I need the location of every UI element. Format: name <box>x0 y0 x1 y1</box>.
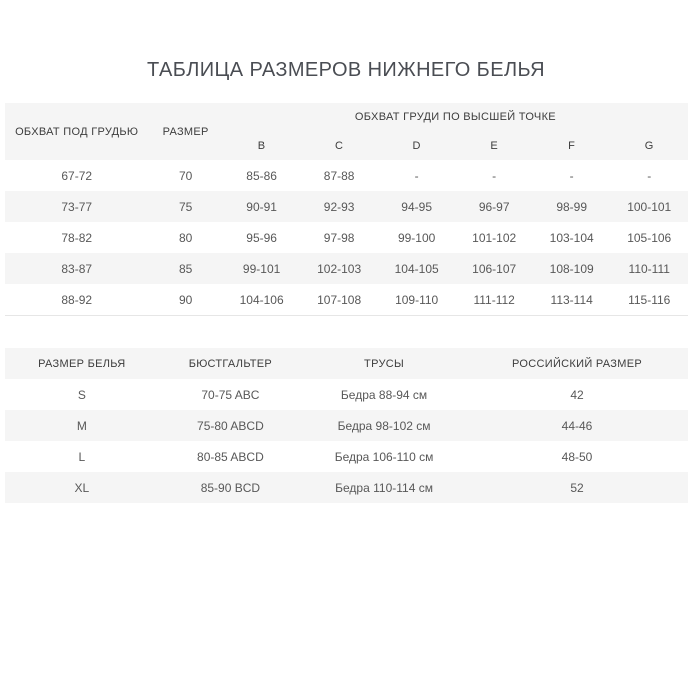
table-cell: 52 <box>466 472 688 503</box>
bra-header-cell: БЮСТГАЛЬТЕР <box>159 348 302 379</box>
cup-letter-cell: D <box>378 131 456 160</box>
panties-header-cell: ТРУСЫ <box>302 348 466 379</box>
table-cell: 96-97 <box>455 191 533 222</box>
table-cell: - <box>647 168 652 183</box>
table-row <box>5 253 688 284</box>
table-cell: 80 <box>178 230 193 245</box>
table-row <box>5 441 688 472</box>
table-cell: 42 <box>570 387 584 402</box>
table-cell: 109-110 <box>395 292 439 307</box>
table-cell: 70-75 ABC <box>201 387 260 402</box>
table-cell: Бедра 106-110 см <box>334 449 434 464</box>
cup-letter-cell: E <box>455 131 533 160</box>
underbust-header-cell: ОБХВАТ ПОД ГРУДЬЮ <box>5 103 148 160</box>
table-cell: 110-111 <box>610 253 688 284</box>
table-cell: 115-116 <box>628 292 671 307</box>
table-cell: Бедра 98-102 см <box>302 410 466 441</box>
table-cell: 111-112 <box>473 292 515 307</box>
table-cell: 90 <box>178 292 193 307</box>
table-cell: 113-114 <box>550 292 593 307</box>
table-cell: 101-102 <box>472 230 517 245</box>
cup-letter-cell: C <box>300 131 378 160</box>
table-cell: 44-46 <box>466 410 688 441</box>
table-cell: 83-87 <box>5 253 148 284</box>
table-cell: Бедра 88-94 см <box>340 387 428 402</box>
table-row <box>5 191 688 222</box>
table-row <box>5 410 688 441</box>
table-cell: - <box>492 168 497 183</box>
table-cell: 95-96 <box>246 230 277 245</box>
table-cell: 90-91 <box>223 191 301 222</box>
bust-size-table <box>5 103 688 316</box>
table-cell: L <box>78 449 86 464</box>
table-cell: 48-50 <box>561 449 593 464</box>
cup-letter-cell: G <box>610 131 688 160</box>
garment-size-header-cell: РАЗМЕР БЕЛЬЯ <box>5 348 159 379</box>
table-cell: 100-101 <box>610 191 688 222</box>
russian-size-header-cell: РОССИЙСКИЙ РАЗМЕР <box>466 348 688 379</box>
table-header-row <box>5 348 688 379</box>
table-cell: 80-85 ABCD <box>197 449 264 464</box>
table-cell: 104-105 <box>378 253 456 284</box>
table-row <box>5 222 688 253</box>
table-row <box>5 160 688 191</box>
table-cell: 75 <box>148 191 222 222</box>
table-cell: 99-100 <box>397 230 436 245</box>
cup-letter-cell: B <box>223 131 301 160</box>
table-cell: 85 <box>148 253 222 284</box>
table-cell: 99-101 <box>223 253 301 284</box>
table-cell: Бедра 110-114 см <box>302 472 466 503</box>
table-cell: 104-106 <box>239 292 284 307</box>
size-header-cell: РАЗМЕР <box>148 103 222 160</box>
table-cell: 107-108 <box>317 292 362 307</box>
table-cell: 105-106 <box>627 230 672 245</box>
table-cell: 103-104 <box>549 230 594 245</box>
table-row <box>5 284 688 316</box>
garment-size-table <box>5 348 688 503</box>
table-cell: - <box>414 168 419 183</box>
table-cell: S <box>77 387 86 402</box>
table-cell: 87-88 <box>323 168 355 183</box>
table-cell: 67-72 <box>61 168 93 183</box>
table-cell: 70 <box>178 168 193 183</box>
table-cell: 85-86 <box>246 168 277 183</box>
table-cell: 75-80 ABCD <box>159 410 302 441</box>
table-cell: XL <box>5 472 159 503</box>
table-cell: - <box>569 168 574 183</box>
table-cell: 98-99 <box>533 191 611 222</box>
table-header-row <box>5 103 688 131</box>
table-cell: 106-107 <box>455 253 533 284</box>
table-cell: 88-92 <box>61 292 93 307</box>
page-title: ТАБЛИЦА РАЗМЕРОВ НИЖНЕГО БЕЛЬЯ <box>147 59 545 81</box>
cup-letter-cell: F <box>533 131 611 160</box>
table-cell: 78-82 <box>61 230 93 245</box>
table-cell: 102-103 <box>300 253 378 284</box>
table-cell: M <box>5 410 159 441</box>
table-cell: 92-93 <box>300 191 378 222</box>
table-cell: 85-90 BCD <box>159 472 302 503</box>
table-cell: 97-98 <box>323 230 355 245</box>
table-row <box>5 472 688 503</box>
bust-group-header-cell: ОБХВАТ ГРУДИ ПО ВЫСШЕЙ ТОЧКЕ <box>223 103 688 131</box>
table-cell: 108-109 <box>533 253 611 284</box>
table-cell: 73-77 <box>5 191 148 222</box>
table-row <box>5 379 688 410</box>
table-cell: 94-95 <box>378 191 456 222</box>
